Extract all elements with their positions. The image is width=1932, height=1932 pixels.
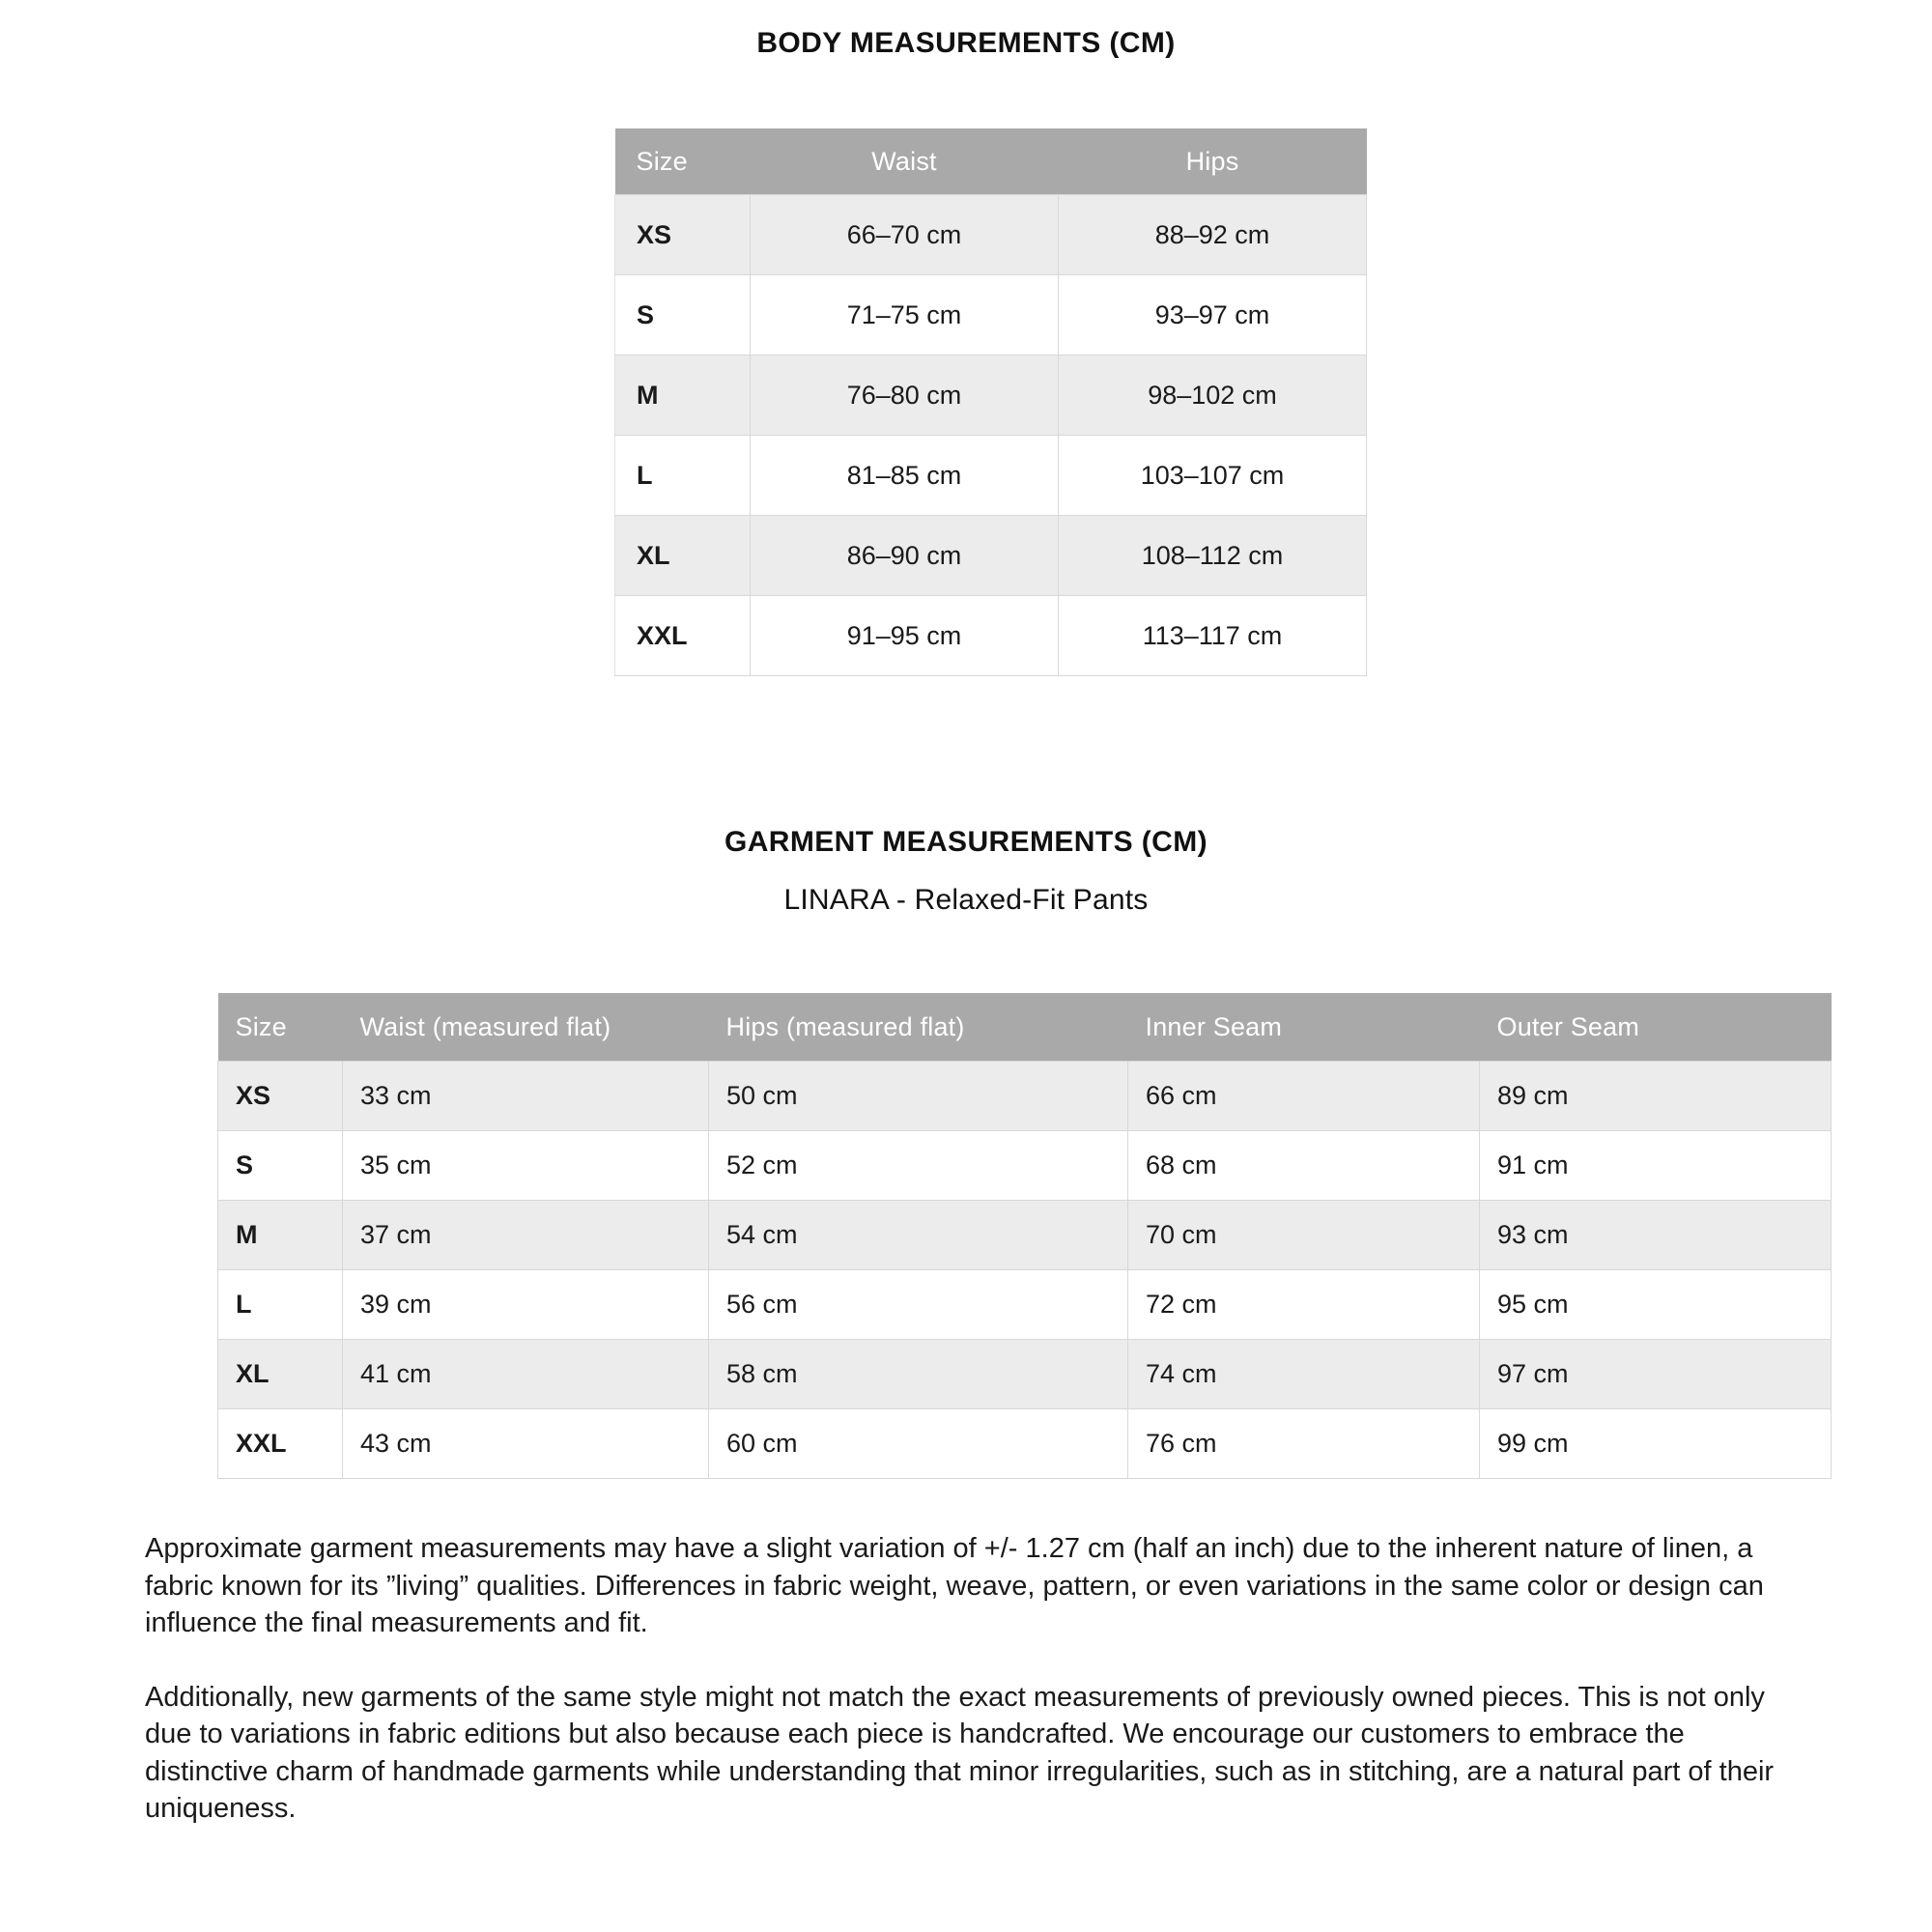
cell-inner-seam: 68 cm xyxy=(1128,1131,1480,1201)
cell-hips: 98–102 cm xyxy=(1059,355,1367,436)
cell-size: XS xyxy=(615,195,751,275)
body-measurements-table xyxy=(614,128,1367,676)
cell-waist-flat: 37 cm xyxy=(343,1201,709,1270)
garment-measurements-table-body xyxy=(218,1062,1832,1479)
table-row xyxy=(615,436,1367,516)
garment-measurements-title: GARMENT MEASUREMENTS (CM) xyxy=(724,826,1208,858)
table-row xyxy=(218,1270,1832,1340)
cell-hips-flat: 60 cm xyxy=(709,1409,1128,1479)
table-row xyxy=(218,1201,1832,1270)
cell-size: XL xyxy=(218,1340,343,1409)
cell-hips: 108–112 cm xyxy=(1059,516,1367,596)
cell-outer-seam: 89 cm xyxy=(1480,1062,1832,1131)
cell-size: S xyxy=(615,275,751,355)
cell-outer-seam: 97 cm xyxy=(1480,1340,1832,1409)
column-header-hips-flat: Hips (measured flat) xyxy=(709,993,1128,1062)
cell-hips: 103–107 cm xyxy=(1059,436,1367,516)
column-header-hips: Hips xyxy=(1059,128,1367,195)
cell-hips: 93–97 cm xyxy=(1059,275,1367,355)
table-row xyxy=(615,516,1367,596)
table-header-row xyxy=(615,128,1367,195)
cell-waist: 86–90 cm xyxy=(751,516,1059,596)
table-row xyxy=(218,1340,1832,1409)
note-paragraph-handcrafted: Additionally, new garments of the same style might not match the exact measurements of previously owned pieces. This is not only due to variations in fabric editions but also because each piece is handcrafted. We encourage our customers to embrace the distinctive charm of handmade garments while understanding that minor irregularities, such as in stitching, are a natural part of their uniqueness. xyxy=(145,1681,1775,1825)
cell-inner-seam: 70 cm xyxy=(1128,1201,1480,1270)
cell-size: XS xyxy=(218,1062,343,1131)
cell-hips-flat: 58 cm xyxy=(709,1340,1128,1409)
cell-waist-flat: 35 cm xyxy=(343,1131,709,1201)
cell-inner-seam: 74 cm xyxy=(1128,1340,1480,1409)
cell-inner-seam: 76 cm xyxy=(1128,1409,1480,1479)
column-header-inner-seam: Inner Seam xyxy=(1128,993,1480,1062)
body-measurements-table-body xyxy=(615,195,1367,676)
cell-outer-seam: 91 cm xyxy=(1480,1131,1832,1201)
cell-hips-flat: 56 cm xyxy=(709,1270,1128,1340)
table-row xyxy=(615,596,1367,676)
cell-size: M xyxy=(218,1201,343,1270)
table-row xyxy=(218,1131,1832,1201)
cell-inner-seam: 72 cm xyxy=(1128,1270,1480,1340)
cell-size: M xyxy=(615,355,751,436)
cell-size: XL xyxy=(615,516,751,596)
note-paragraph-variation: Approximate garment measurements may have a slight variation of +/- 1.27 cm (half an inch) due to the inherent nature of linen, a fabric known for its ”living” qualities. Differences in fabric weight, weave, pattern, or even variations in the same color or design can influence the final measurements and fit. xyxy=(145,1533,1764,1639)
cell-size: S xyxy=(218,1131,343,1201)
cell-hips: 88–92 cm xyxy=(1059,195,1367,275)
column-header-waist-flat: Waist (measured flat) xyxy=(343,993,709,1062)
cell-outer-seam: 99 cm xyxy=(1480,1409,1832,1479)
cell-waist: 81–85 cm xyxy=(751,436,1059,516)
cell-size: XXL xyxy=(218,1409,343,1479)
cell-waist: 66–70 cm xyxy=(751,195,1059,275)
cell-waist: 91–95 cm xyxy=(751,596,1059,676)
column-header-waist: Waist xyxy=(751,128,1059,195)
cell-waist: 71–75 cm xyxy=(751,275,1059,355)
cell-hips-flat: 54 cm xyxy=(709,1201,1128,1270)
column-header-size: Size xyxy=(218,993,343,1062)
cell-size: XXL xyxy=(615,596,751,676)
cell-waist-flat: 39 cm xyxy=(343,1270,709,1340)
table-row xyxy=(218,1409,1832,1479)
measurement-notes xyxy=(145,1530,1787,1864)
cell-size: L xyxy=(218,1270,343,1340)
table-header-row xyxy=(218,993,1832,1062)
column-header-outer-seam: Outer Seam xyxy=(1480,993,1832,1062)
cell-outer-seam: 93 cm xyxy=(1480,1201,1832,1270)
cell-hips-flat: 50 cm xyxy=(709,1062,1128,1131)
cell-hips: 113–117 cm xyxy=(1059,596,1367,676)
garment-measurements-table xyxy=(217,993,1832,1479)
body-measurements-title: BODY MEASUREMENTS (CM) xyxy=(756,27,1176,59)
table-row xyxy=(615,355,1367,436)
cell-waist: 76–80 cm xyxy=(751,355,1059,436)
body-measurements-table-head xyxy=(615,128,1367,195)
cell-outer-seam: 95 cm xyxy=(1480,1270,1832,1340)
garment-style-subtitle: LINARA - Relaxed-Fit Pants xyxy=(783,884,1149,916)
cell-waist-flat: 41 cm xyxy=(343,1340,709,1409)
column-header-size: Size xyxy=(615,128,751,195)
cell-waist-flat: 43 cm xyxy=(343,1409,709,1479)
garment-measurements-table-head xyxy=(218,993,1832,1062)
cell-hips-flat: 52 cm xyxy=(709,1131,1128,1201)
cell-waist-flat: 33 cm xyxy=(343,1062,709,1131)
table-row xyxy=(218,1062,1832,1131)
table-row xyxy=(615,195,1367,275)
cell-inner-seam: 66 cm xyxy=(1128,1062,1480,1131)
table-row xyxy=(615,275,1367,355)
cell-size: L xyxy=(615,436,751,516)
